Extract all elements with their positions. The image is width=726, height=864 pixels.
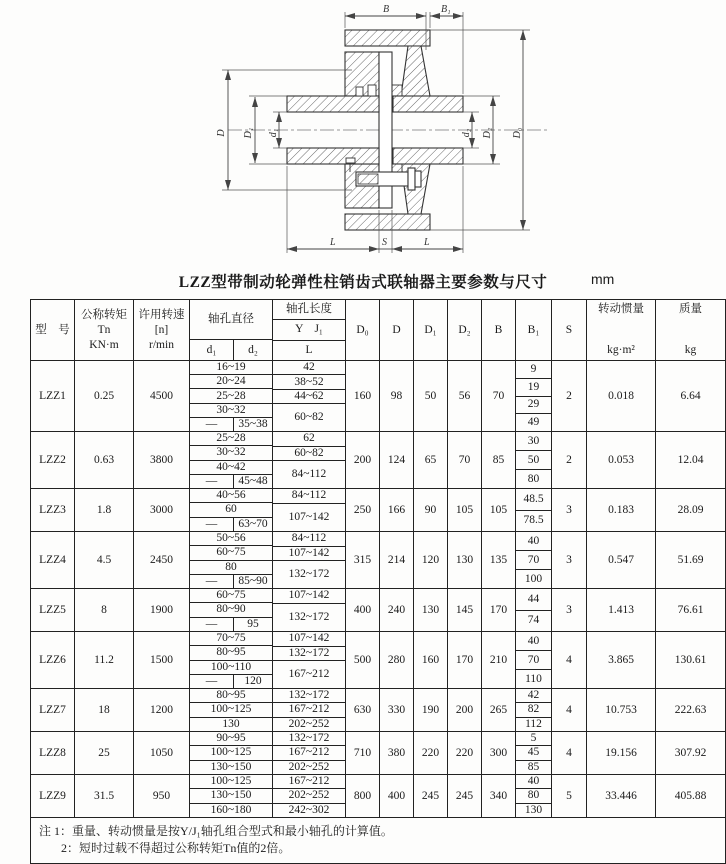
torque-cell: 11.2 [75, 632, 134, 688]
inertia-cell: 1.413 [587, 589, 656, 631]
bore-row: 160~180 [210, 803, 252, 816]
B-cell: 85 [482, 432, 516, 488]
length-cell: 60~82 [294, 411, 324, 424]
D2-cell: 145 [448, 589, 482, 631]
D-cell: 98 [380, 361, 414, 431]
torque-header-line1: 公称转矩 [81, 309, 127, 321]
B-cell: 70 [482, 361, 516, 431]
mass-header-line1: 质量 [679, 303, 702, 315]
table-row-LZZ7 [31, 689, 725, 732]
bore-row: 25~28 [190, 432, 272, 446]
length-cell: 167~212 [273, 775, 345, 789]
col-header-D: D [380, 300, 414, 360]
S-cell: 3 [552, 589, 587, 631]
D-cell: 380 [380, 732, 414, 774]
B1-cell: 42 [516, 689, 551, 703]
mass-cell: 307.92 [674, 746, 707, 759]
unit-label: mm [591, 271, 615, 287]
mass-cell: 222.63 [674, 703, 707, 716]
length-cell: 60~82 [273, 447, 345, 462]
D0-cell: 160 [346, 361, 380, 431]
table-row-LZZ2 [31, 432, 725, 489]
B-cell: 170 [482, 589, 516, 631]
bore-row: 16~19 [190, 361, 272, 375]
bore-diameter-col [190, 589, 273, 631]
B-cell: 105 [482, 489, 516, 531]
D1-cell: 130 [414, 589, 448, 631]
length-cell: 132~172 [288, 610, 330, 623]
D1-cell: 220 [414, 732, 448, 774]
col-header-bore-length [273, 300, 346, 360]
B1-cell: 130 [524, 803, 543, 816]
dim-label-D1: D₁ [243, 127, 254, 139]
S-cell: 4 [552, 732, 587, 774]
B1-cell: 70 [516, 551, 551, 570]
col-header-L: L [305, 343, 313, 356]
bore-row: 30~32 [190, 404, 272, 418]
bore-row: 130~150 [210, 760, 252, 773]
D1-cell: 160 [414, 632, 448, 688]
torque-cell: 0.25 [75, 361, 134, 431]
bore-d1: — [190, 675, 234, 688]
bore-d1: — [190, 475, 234, 488]
D2-cell: 245 [448, 775, 482, 817]
length-cell: 107~142 [273, 589, 345, 604]
B-cell: 340 [482, 775, 516, 817]
bore-d1: — [190, 418, 234, 431]
D1-cell: 65 [414, 432, 448, 488]
B1-cell: 48.5 [516, 489, 551, 511]
note-line-2: 2：短时过载不得超过公称转矩Tn值的2倍。 [61, 841, 291, 855]
length-cell: 132~172 [273, 689, 345, 703]
bore-row: 60~75 [190, 546, 272, 560]
B1-cell: 50 [516, 451, 551, 470]
model-cell: LZZ9 [31, 775, 75, 817]
bore-length-col [273, 689, 346, 731]
technical-drawing [0, 0, 726, 268]
B1-cell: 29 [516, 397, 551, 415]
torque-header-line3: KN·m [89, 339, 119, 351]
bore-length-col [273, 732, 346, 774]
inertia-cell: 0.183 [587, 489, 656, 531]
S-cell: 3 [552, 532, 587, 588]
speed-cell: 950 [134, 775, 190, 817]
bore-row: 130~150 [190, 789, 272, 803]
bore-row [190, 675, 272, 688]
bore-diameter-col [190, 532, 273, 588]
S-cell: 3 [552, 489, 587, 531]
length-cell: 107~142 [273, 632, 345, 647]
bore-row [190, 618, 272, 631]
B1-cell: 40 [516, 632, 551, 651]
col-header-D1: D₁ [414, 300, 448, 360]
dim-label-D2: D₂ [482, 127, 493, 139]
length-cell: 167~212 [273, 703, 345, 717]
bore-row: 90~95 [190, 732, 272, 746]
inertia-header-line1: 转动惯量 [598, 303, 644, 315]
col-header-B: B [482, 300, 516, 360]
model-cell: LZZ2 [31, 432, 75, 488]
bore-row: 30~32 [190, 446, 272, 460]
B1-col [516, 775, 552, 817]
col-header-D2: D₂ [448, 300, 482, 360]
D1-cell: 245 [414, 775, 448, 817]
model-cell: LZZ6 [31, 632, 75, 688]
D-cell: 214 [380, 532, 414, 588]
B1-cell: 9 [516, 361, 551, 379]
inertia-header-line2: kg·m² [607, 344, 635, 356]
bore-d2: 120 [244, 674, 262, 687]
table-row-LZZ6 [31, 632, 725, 689]
speed-header-line1: 许用转速 [138, 309, 185, 321]
model-cell: LZZ1 [31, 361, 75, 431]
D0-cell: 800 [346, 775, 380, 817]
bore-diameter-label: 轴孔直径 [190, 300, 272, 340]
table-row-LZZ4 [31, 532, 725, 589]
dim-label-L-right: L [424, 237, 430, 248]
bore-d2: 85~90 [238, 574, 268, 587]
S-cell: 4 [552, 632, 587, 688]
S-cell: 2 [552, 361, 587, 431]
table-row-LZZ1 [31, 361, 725, 432]
inertia-cell: 0.053 [587, 432, 656, 488]
table-body [31, 361, 725, 818]
length-cell: 84~112 [273, 532, 345, 547]
torque-cell: 4.5 [75, 532, 134, 588]
bore-diameter-col [190, 489, 273, 531]
bore-row: 100~110 [190, 661, 272, 675]
bore-length-label: 轴孔长度 [273, 300, 345, 320]
bore-row: 60 [190, 503, 272, 517]
bore-row: 130 [222, 717, 240, 730]
col-header-mass [656, 300, 725, 360]
D2-cell: 130 [448, 532, 482, 588]
note-line-1: 注 1：重量、转动惯量是按Y/J₁轴孔组合型式和最小轴孔的计算值。 [39, 824, 393, 838]
col-header-d2: d₂ [248, 343, 258, 356]
S-cell: 4 [552, 689, 587, 731]
parameters-table [30, 299, 726, 864]
B1-col [516, 689, 552, 731]
B1-cell: 45 [516, 746, 551, 760]
B-cell: 300 [482, 732, 516, 774]
D0-cell: 200 [346, 432, 380, 488]
length-cell: 84~112 [273, 489, 345, 504]
length-cell: 107~142 [288, 510, 330, 523]
D2-cell: 200 [448, 689, 482, 731]
col-header-D0: D₀ [346, 300, 380, 360]
bore-row: 50~56 [190, 532, 272, 546]
bore-row: 80~90 [190, 603, 272, 617]
bore-diameter-col [190, 775, 273, 817]
bore-row: 100~125 [190, 703, 272, 717]
D-cell: 240 [380, 589, 414, 631]
bore-length-col [273, 361, 346, 431]
bore-d2: 63~70 [238, 517, 268, 530]
S-cell: 5 [552, 775, 587, 817]
B1-cell: 78.5 [523, 514, 544, 527]
bore-d1: — [190, 518, 234, 531]
mass-cell: 12.04 [677, 453, 704, 466]
bore-row: 20~24 [190, 375, 272, 389]
bore-length-col [273, 532, 346, 588]
D0-cell: 400 [346, 589, 380, 631]
B1-cell: 19 [516, 379, 551, 397]
B1-cell: 110 [525, 672, 542, 685]
speed-cell: 1200 [134, 689, 190, 731]
D1-cell: 50 [414, 361, 448, 431]
bore-row [190, 475, 272, 488]
bore-diameter-col [190, 632, 273, 688]
B1-col [516, 732, 552, 774]
B1-cell: 85 [527, 760, 540, 773]
col-header-d1: d₁ [190, 340, 234, 360]
mass-cell: 130.61 [674, 653, 707, 666]
bore-row: 80 [190, 561, 272, 575]
B-cell: 210 [482, 632, 516, 688]
bore-length-col [273, 775, 346, 817]
B1-cell: 80 [516, 789, 551, 803]
model-cell: LZZ3 [31, 489, 75, 531]
length-cell: 38~52 [273, 375, 345, 389]
D1-cell: 190 [414, 689, 448, 731]
bore-row: 40~56 [190, 489, 272, 503]
D2-cell: 220 [448, 732, 482, 774]
D0-cell: 315 [346, 532, 380, 588]
B1-col [516, 632, 552, 688]
torque-cell: 18 [75, 689, 134, 731]
col-header-speed [134, 300, 190, 360]
torque-cell: 0.63 [75, 432, 134, 488]
dim-label-B1: B₁ [441, 4, 451, 15]
length-cell: 132~172 [288, 568, 330, 580]
mass-cell: 405.88 [674, 789, 707, 802]
B1-cell: 49 [527, 416, 540, 429]
bore-row: 80~95 [190, 689, 272, 703]
bore-row: 25~28 [190, 389, 272, 403]
S-cell: 2 [552, 432, 587, 488]
D0-cell: 710 [346, 732, 380, 774]
model-cell: LZZ4 [31, 532, 75, 588]
bore-length-col [273, 489, 346, 531]
mass-cell: 51.69 [677, 553, 704, 566]
col-header-torque [75, 300, 134, 360]
inertia-cell: 3.865 [587, 632, 656, 688]
col-header-bore-diameter [190, 300, 273, 360]
B1-col [516, 489, 552, 531]
dim-label-S: S [382, 237, 387, 248]
D-cell: 330 [380, 689, 414, 731]
bore-d1: — [190, 575, 234, 588]
speed-cell: 3800 [134, 432, 190, 488]
bore-row: 70~75 [190, 632, 272, 646]
length-cell: 167~212 [273, 746, 345, 760]
speed-cell: 1500 [134, 632, 190, 688]
table-notes [31, 818, 725, 863]
length-cell: 42 [273, 361, 345, 375]
D1-cell: 120 [414, 532, 448, 588]
D-cell: 280 [380, 632, 414, 688]
bore-d2: 35~38 [238, 417, 268, 430]
table-header [31, 300, 725, 361]
bore-row: 100~125 [190, 775, 272, 789]
bore-d2: 95 [247, 617, 259, 630]
length-cell: 202~252 [288, 717, 330, 730]
bore-length-col [273, 589, 346, 631]
B1-col [516, 361, 552, 431]
B1-col [516, 532, 552, 588]
length-cell: 132~172 [273, 732, 345, 746]
D2-cell: 70 [448, 432, 482, 488]
B-cell: 265 [482, 689, 516, 731]
D2-cell: 170 [448, 632, 482, 688]
B1-cell: 82 [516, 703, 551, 717]
speed-cell: 1900 [134, 589, 190, 631]
bore-row: 40~42 [190, 461, 272, 475]
table-row-LZZ8 [31, 732, 725, 775]
B1-cell: 80 [527, 472, 540, 485]
B1-col [516, 432, 552, 488]
length-cell: 242~302 [288, 803, 330, 816]
speed-cell: 1050 [134, 732, 190, 774]
length-cell: 167~212 [288, 668, 330, 680]
D2-cell: 56 [448, 361, 482, 431]
bore-row [190, 518, 272, 531]
dim-label-B: B [383, 4, 390, 15]
mass-cell: 28.09 [677, 503, 704, 516]
D-cell: 166 [380, 489, 414, 531]
D-cell: 400 [380, 775, 414, 817]
dim-label-D0: D₀ [512, 127, 523, 139]
D-cell: 124 [380, 432, 414, 488]
B1-cell: 40 [516, 532, 551, 551]
dim-label-d1: d₁ [268, 128, 279, 138]
speed-cell: 4500 [134, 361, 190, 431]
bore-row [190, 575, 272, 588]
length-cell: 84~112 [291, 468, 327, 480]
bore-diameter-col [190, 361, 273, 431]
bore-row [190, 418, 272, 431]
dim-label-D: D [216, 129, 227, 137]
length-cell: 202~252 [273, 789, 345, 803]
B1-cell: 30 [516, 432, 551, 451]
inertia-cell: 19.156 [587, 732, 656, 774]
dim-label-L-left: L [330, 237, 336, 248]
length-cell: 62 [273, 432, 345, 447]
B1-cell: 74 [527, 614, 540, 627]
D1-cell: 90 [414, 489, 448, 531]
inertia-cell: 10.753 [587, 689, 656, 731]
inertia-cell: 0.018 [587, 361, 656, 431]
bore-diameter-col [190, 689, 273, 731]
B1-cell: 40 [516, 775, 551, 789]
B1-cell: 70 [516, 651, 551, 670]
bore-d2: 45~48 [238, 474, 268, 487]
bore-row: 100~125 [190, 746, 272, 760]
torque-cell: 25 [75, 732, 134, 774]
length-cell: 44~62 [273, 390, 345, 404]
inertia-cell: 0.547 [587, 532, 656, 588]
B1-cell: 100 [524, 572, 543, 585]
B1-cell: 5 [516, 732, 551, 746]
D2-cell: 105 [448, 489, 482, 531]
model-cell: LZZ8 [31, 732, 75, 774]
table-row-LZZ3 [31, 489, 725, 532]
coupling-section-drawing [0, 0, 726, 268]
length-cell: 202~252 [288, 760, 330, 773]
D0-cell: 250 [346, 489, 380, 531]
inertia-cell: 33.446 [587, 775, 656, 817]
D0-cell: 630 [346, 689, 380, 731]
col-header-YJ1: Y J₁ [273, 320, 345, 340]
B-cell: 135 [482, 532, 516, 588]
model-cell: LZZ7 [31, 689, 75, 731]
bore-diameter-col [190, 732, 273, 774]
speed-header-line2: [n] [154, 324, 169, 336]
table-row-LZZ5 [31, 589, 725, 632]
mass-header-line2: kg [684, 344, 697, 356]
length-cell: 132~172 [273, 647, 345, 662]
torque-cell: 8 [75, 589, 134, 631]
table-row-LZZ9 [31, 775, 725, 818]
bore-row: 60~75 [190, 589, 272, 603]
length-cell: 107~142 [273, 547, 345, 562]
torque-header-line2: Tn [97, 324, 111, 336]
mass-cell: 6.64 [680, 389, 701, 402]
speed-header-line3: r/min [149, 339, 174, 351]
torque-cell: 31.5 [75, 775, 134, 817]
D0-cell: 500 [346, 632, 380, 688]
bore-length-col [273, 632, 346, 688]
bore-row: 80~95 [190, 646, 272, 660]
dim-label-d2: d₂ [461, 128, 472, 138]
mass-cell: 76.61 [677, 603, 704, 616]
page-title: LZZ型带制动轮弹性柱销齿式联轴器主要参数与尺寸 [178, 274, 548, 291]
B1-cell: 44 [516, 589, 551, 611]
col-header-S: S [552, 300, 587, 360]
col-header-B1: B₁ [516, 300, 552, 360]
speed-cell: 2450 [134, 532, 190, 588]
B1-cell: 112 [525, 717, 542, 730]
model-cell: LZZ5 [31, 589, 75, 631]
bore-length-col [273, 432, 346, 488]
bore-diameter-col [190, 432, 273, 488]
B1-col [516, 589, 552, 631]
col-header-inertia [587, 300, 656, 360]
torque-cell: 1.8 [75, 489, 134, 531]
bore-d1: — [190, 618, 234, 631]
speed-cell: 3000 [134, 489, 190, 531]
col-header-model: 型 号 [31, 300, 75, 360]
